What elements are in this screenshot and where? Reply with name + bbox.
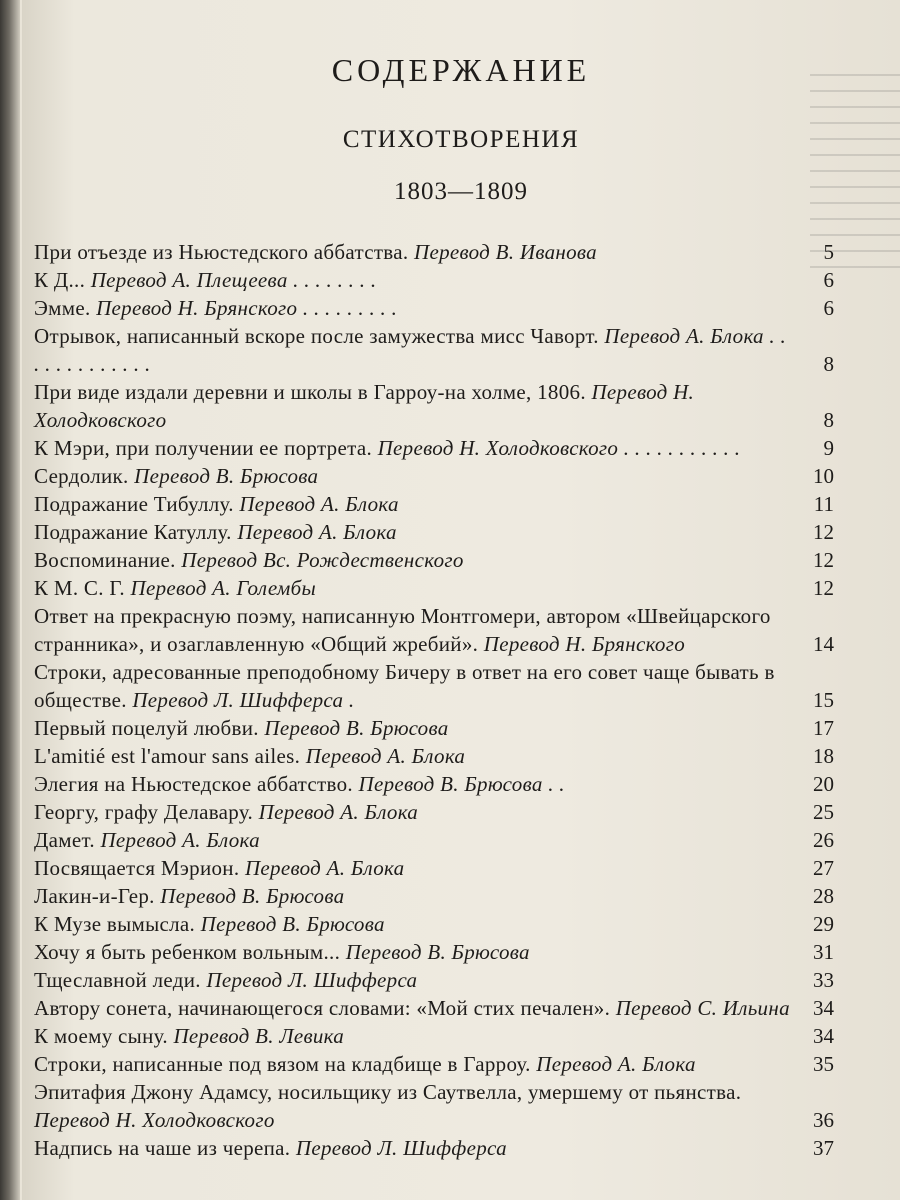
- entry-page-number: 34: [813, 996, 834, 1020]
- entry-page-number: 8: [823, 408, 834, 432]
- entry-page-number: 29: [813, 912, 834, 936]
- entry-translator: Перевод А. Блока . . . . . . . . . . . . .: [34, 324, 787, 376]
- toc-entry: [34, 1050, 834, 1078]
- entry-title: Воспоминание.: [34, 548, 176, 572]
- toc-entry: [34, 238, 834, 266]
- entry-translator: Перевод В. Брюсова: [345, 940, 530, 964]
- entry-page-number: 10: [813, 464, 834, 488]
- entry-translator: Перевод С. Ильина: [615, 996, 790, 1020]
- entry-title: Первый поцелуй любви.: [34, 716, 259, 740]
- toc-entry: [34, 826, 834, 854]
- entry-title: Ответ на прекрасную поэму, написанную Монтгомери, автором «Швейцарского странника», и озаглавленную «Общий жребий».: [34, 604, 771, 656]
- entry-title: Тщеславной леди.: [34, 968, 201, 992]
- entry-translator: Перевод Л. Шифферса: [295, 1136, 507, 1160]
- toc-entry: [34, 714, 834, 742]
- toc-entry: [34, 294, 834, 322]
- entry-title: Дамет.: [34, 828, 95, 852]
- entry-title: Хочу я быть ребенком вольным...: [34, 940, 341, 964]
- entry-translator: Перевод А. Блока: [258, 800, 419, 824]
- entry-title: К Д...: [34, 268, 86, 292]
- entry-title: К М. С. Г.: [34, 576, 125, 600]
- entry-title: Подражание Тибуллу.: [34, 492, 234, 516]
- toc-entry: [34, 574, 834, 602]
- entry-translator: Перевод В. Брюсова: [200, 912, 385, 936]
- entry-translator: Перевод В. Иванова: [413, 240, 597, 264]
- entry-title: L'amitié est l'amour sans ailes.: [34, 744, 301, 768]
- entry-translator: Перевод Н. Брянского: [483, 632, 685, 656]
- entry-title: Элегия на Ньюстедское аббатство.: [34, 772, 353, 796]
- entry-title: Строки, написанные под вязом на кладбище в Гарроу.: [34, 1052, 531, 1076]
- toc-entry: [34, 1078, 834, 1134]
- entry-title: Сердолик.: [34, 464, 129, 488]
- book-spine: [0, 0, 20, 1200]
- toc-entry: [34, 938, 834, 966]
- entry-page-number: 18: [813, 744, 834, 768]
- entry-translator: Перевод Л. Шифферса .: [132, 688, 355, 712]
- entry-title: Эмме.: [34, 296, 91, 320]
- toc-entry: [34, 882, 834, 910]
- entry-page-number: 12: [813, 548, 834, 572]
- entry-title: Отрывок, написанный вскоре после замужества мисс Чаворт.: [34, 324, 599, 348]
- entry-title: Эпитафия Джону Адамсу, носильщику из Саутвелла, умершему от пьянства.: [34, 1080, 742, 1104]
- entry-title: Надпись на чаше из черепа.: [34, 1136, 291, 1160]
- toc-entry: [34, 518, 834, 546]
- toc-entry: [34, 658, 834, 714]
- entry-page-number: 25: [813, 800, 834, 824]
- entry-translator: Перевод А. Блока: [237, 520, 397, 544]
- entry-translator: Перевод В. Брюсова . .: [358, 772, 565, 796]
- entry-title: При отъезде из Ньюстедского аббатства.: [34, 240, 409, 264]
- entry-page-number: 27: [813, 856, 834, 880]
- entry-title: К моему сыну.: [34, 1024, 168, 1048]
- entry-title: Посвящается Мэрион.: [34, 856, 240, 880]
- toc-entry: [34, 546, 834, 574]
- entry-translator: Перевод В. Брюсова: [160, 884, 345, 908]
- toc-entry: [34, 434, 834, 462]
- entry-page-number: 35: [813, 1052, 834, 1076]
- entry-page-number: 28: [813, 884, 834, 908]
- entry-title: К Мэри, при получении ее портрета.: [34, 436, 373, 460]
- entry-title: Подражание Катуллу.: [34, 520, 232, 544]
- entry-title: Строки, адресованные преподобному Бичеру в ответ на его совет чаще бывать в обществе.: [34, 660, 775, 712]
- entry-title: При виде издали деревни и школы в Гарроу-на холме, 1806.: [34, 380, 586, 404]
- toc-entry: [34, 1022, 834, 1050]
- toc-entry: [34, 994, 834, 1022]
- toc-entry: [34, 462, 834, 490]
- entry-page-number: 34: [813, 1024, 834, 1048]
- toc-entry: [34, 1134, 834, 1162]
- entry-page-number: 20: [813, 772, 834, 796]
- entry-page-number: 5: [823, 240, 834, 264]
- toc-entry: [34, 910, 834, 938]
- entry-translator: Перевод А. Блока: [536, 1052, 696, 1076]
- toc-entry: [34, 266, 834, 294]
- toc-entry: [34, 602, 834, 658]
- entry-page-number: 37: [813, 1136, 834, 1160]
- entry-translator: Перевод А. Блока: [239, 492, 399, 516]
- entry-page-number: 26: [813, 828, 834, 852]
- entry-translator: Перевод В. Левика: [173, 1024, 345, 1048]
- entry-page-number: 33: [813, 968, 834, 992]
- entry-page-number: 8: [823, 352, 834, 376]
- entry-translator: Перевод В. Брюсова: [134, 464, 319, 488]
- entry-translator: Перевод Н. Брянского . . . . . . . . .: [96, 296, 398, 320]
- toc-entry: [34, 322, 834, 378]
- entry-translator: Перевод Н. Холодковского . . . . . . . . . . .: [377, 436, 741, 460]
- entry-title: Лакин-и-Гер.: [34, 884, 155, 908]
- entry-translator: Перевод Л. Шифферса: [206, 968, 418, 992]
- entry-page-number: 6: [823, 296, 834, 320]
- entry-title: К Музе вымысла.: [34, 912, 196, 936]
- toc-entry: [34, 966, 834, 994]
- entry-page-number: 17: [813, 716, 834, 740]
- entry-page-number: 9: [823, 436, 834, 460]
- entry-translator: Перевод Вс. Рождественского: [181, 548, 464, 572]
- page-title: СОДЕРЖАНИЕ: [331, 52, 591, 88]
- entry-translator: Перевод В. Брюсова: [264, 716, 449, 740]
- entry-page-number: 6: [823, 268, 834, 292]
- entry-translator: Перевод А. Плещеева . . . . . . . .: [90, 268, 377, 292]
- entry-translator: Перевод Н. Холодковского: [34, 1108, 275, 1132]
- toc-entry: [34, 742, 834, 770]
- entry-page-number: 36: [813, 1108, 834, 1132]
- entry-translator: Перевод А. Блока: [100, 828, 260, 852]
- entry-page-number: 12: [813, 520, 834, 544]
- entry-translator: Перевод А. Блока: [305, 744, 466, 768]
- entry-page-number: 12: [813, 576, 834, 600]
- table-of-contents: [34, 238, 834, 1162]
- entry-page-number: 11: [813, 492, 834, 516]
- toc-entry: [34, 770, 834, 798]
- entry-translator: Перевод Н. Холодковского: [34, 380, 695, 432]
- toc-entry: [34, 378, 834, 434]
- entry-page-number: 15: [813, 688, 834, 712]
- entry-page-number: 14: [813, 632, 834, 656]
- toc-entry: [34, 854, 834, 882]
- entry-page-number: 31: [813, 940, 834, 964]
- section-heading: СТИХОТВОРЕНИЯ: [342, 126, 580, 153]
- entry-translator: Перевод А. Блока: [244, 856, 405, 880]
- entry-translator: Перевод А. Голембы: [130, 576, 316, 600]
- toc-entry: [34, 798, 834, 826]
- entry-title: Автору сонета, начинающегося словами: «Мой стих печален».: [34, 996, 611, 1020]
- years-heading: 1803—1809: [394, 178, 528, 205]
- entry-title: Георгу, графу Делавару.: [34, 800, 254, 824]
- toc-entry: [34, 490, 834, 518]
